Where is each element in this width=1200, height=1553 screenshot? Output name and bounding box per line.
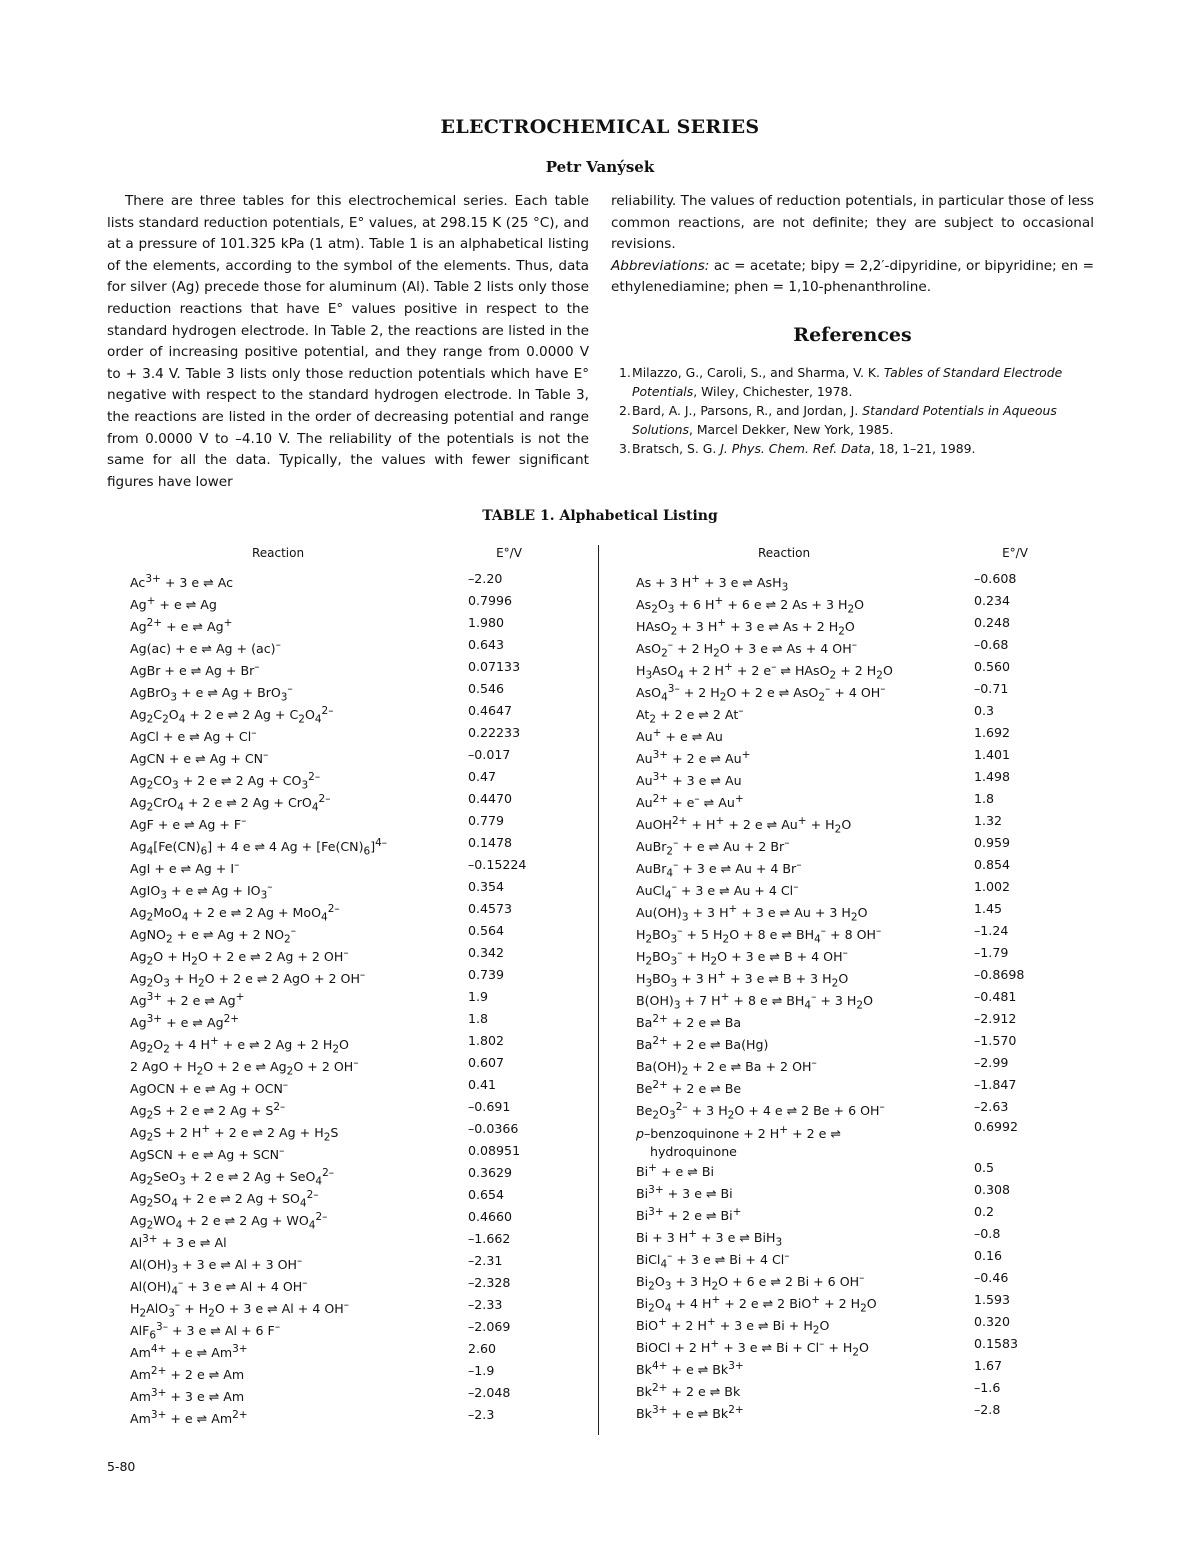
- reaction-cell: $Ag^{2+} + e$ ⇌ Ag+: [130, 617, 233, 635]
- table-row: [636, 1157, 1116, 1179]
- reaction-cell: $B(OH)_3 + 7$ H+ + 8 e ⇌ $BH_4^- + 3$ $H_2O$: [636, 991, 873, 1012]
- table-row: [636, 1267, 1116, 1293]
- potential-cell: –2.31: [468, 1253, 503, 1268]
- reaction-cell: BiOCl + 2 H+ + 3 e ⇌ $Bi + Cl^- + H_2O$: [636, 1338, 869, 1359]
- reaction-cell: AgBrO$_3$ + e ⇌ Ag + BrO$_3$–: [130, 683, 293, 704]
- reaction-cell: $Am^{2+} + 2$ e ⇌ Am: [130, 1365, 245, 1383]
- reaction-cell-continuation: hydroquinone: [650, 1144, 737, 1160]
- reaction-cell: $Au(OH)_3 + 3$ H+ + 3 e ⇌ Au + 3 $H_2O$: [636, 903, 868, 924]
- table-row: [636, 1289, 1116, 1315]
- potential-cell: –0.608: [974, 571, 1017, 586]
- potential-cell: 1.802: [468, 1033, 505, 1048]
- potential-cell: 0.560: [974, 659, 1011, 674]
- potential-cell: –2.33: [468, 1297, 503, 1312]
- reaction-cell: AgIO$_3$ + e ⇌ $Ag + IO_3^-$: [130, 881, 273, 902]
- table-row: [636, 986, 1116, 1012]
- header-reaction: Reaction: [251, 546, 305, 560]
- reaction-cell: $At_2 + 2$ e ⇌ 2 At–: [636, 705, 744, 726]
- potential-cell: –1.24: [974, 923, 1009, 938]
- table-row: [636, 854, 1116, 880]
- reaction-cell: $Al(OH)_3 + 3$ e ⇌ Al + 3 OH–: [130, 1255, 303, 1276]
- reaction-cell: $Ag_2CO_3 + 2$ e ⇌ 2 $Ag + CO_3^{2-}$: [130, 771, 321, 792]
- potential-cell: 0.854: [974, 857, 1011, 872]
- table-row: [130, 678, 610, 704]
- potential-cell: 2.60: [468, 1341, 497, 1356]
- reaction-cell: $Ag_2SeO_3 + 2$ e ⇌ 2 Ag + SeO$_4^{2-}$: [130, 1167, 334, 1188]
- reaction-cell: $H_2BO_3^- + H_2O + 3$ e ⇌ B + 4 OH–: [636, 947, 848, 968]
- header-reaction: Reaction: [757, 546, 811, 560]
- table-row: [130, 590, 610, 612]
- table-row: [636, 678, 1116, 704]
- reaction-cell: AgNO$_2$ + e ⇌ Ag + 2 $NO_2^-$: [130, 925, 296, 946]
- potential-cell: –2.3: [468, 1407, 495, 1422]
- reaction-cell: $As_2O_3 + 6$ H+ + 6 e ⇌ 2 As + 3 $H_2O$: [636, 595, 865, 616]
- table-row: [636, 568, 1116, 594]
- reference-authors: Bratsch, S. G.: [632, 441, 721, 456]
- reaction-cell: $Ag^{3+} + e$ ⇌ $Ag^{2+}$: [130, 1013, 240, 1031]
- potential-cell: 1.67: [974, 1358, 1003, 1373]
- reference-details: , Marcel Dekker, New York, 1985.: [688, 422, 894, 437]
- reaction-cell: BiO+ + 2 H+ + 3 e ⇌ $Bi + H_2O$: [636, 1316, 830, 1337]
- table-row: [130, 1030, 610, 1056]
- potential-cell: –2.8: [974, 1402, 1001, 1417]
- potential-cell: –0.017: [468, 747, 511, 762]
- reaction-cell: AuOH$^{2+}$ + H+ + 2 e ⇌ $Au^+ + H_2O$: [636, 815, 852, 836]
- author-name: Petr Vanýsek: [545, 158, 655, 176]
- table-row: [636, 1201, 1116, 1223]
- potential-cell: –1.6: [974, 1380, 1001, 1395]
- header-potential: E°/V: [496, 546, 522, 560]
- reaction-cell: AgOCN + e ⇌ Ag + OCN–: [130, 1079, 289, 1097]
- reaction-cell: AgSCN + e ⇌ Ag + SCN–: [130, 1145, 285, 1163]
- table-header: [130, 546, 610, 568]
- table-row: [636, 1030, 1116, 1052]
- potential-cell: 0.3629: [468, 1165, 513, 1180]
- reaction-cell: $Au^{3+} + 3$ e ⇌ Au: [636, 771, 742, 789]
- table-row: [130, 832, 610, 858]
- potential-cell: 1.8: [974, 791, 995, 806]
- table-row: [130, 942, 610, 968]
- reference-title: J. Phys. Chem. Ref. Data: [720, 441, 871, 456]
- potential-cell: –1.847: [974, 1077, 1017, 1092]
- reaction-cell: $Ba^{2+} + 2$ e ⇌ Ba: [636, 1013, 742, 1031]
- table-row: [130, 1184, 610, 1210]
- table-row: [130, 612, 610, 634]
- potential-cell: 0.4573: [468, 901, 513, 916]
- reference-title: Tables of Standard Electrode Potentials: [632, 365, 1063, 399]
- reaction-cell: $Bk^{3+} + e$ ⇌ $Bk^{2+}$: [636, 1404, 744, 1422]
- reaction-cell: As + 3 H+ + 3 e ⇌ AsH$_3$: [636, 573, 789, 594]
- table-row: [636, 590, 1116, 616]
- potential-cell: 0.643: [468, 637, 505, 652]
- potential-cell: 0.779: [468, 813, 505, 828]
- table-row: [636, 634, 1116, 660]
- table-title: TABLE 1. Alphabetical Listing: [482, 508, 718, 524]
- reaction-cell: $Ag_2O_3 + H_2O + 2$ e ⇌ 2 AgO + 2 OH–: [130, 969, 366, 990]
- potential-cell: 1.692: [974, 725, 1011, 740]
- references-heading: References: [793, 324, 912, 346]
- potential-cell: 0.3: [974, 703, 995, 718]
- reaction-cell: $Au^{3+} + 2$ e ⇌ Au+: [636, 749, 751, 767]
- potential-cell: –1.662: [468, 1231, 511, 1246]
- reaction-cell: $Au^{2+} + e^-$ ⇌ Au+: [636, 793, 744, 811]
- table-row: [636, 656, 1116, 682]
- reaction-cell: AuCl$_4$– + 3 e ⇌ Au + 4 Cl–: [636, 881, 799, 902]
- potential-cell: 0.2: [974, 1204, 995, 1219]
- table-row: [130, 1008, 610, 1030]
- reaction-cell: Bi+ + e ⇌ Bi: [636, 1162, 714, 1180]
- table-row: [636, 612, 1116, 638]
- reaction-cell: AsO$_2$– + 2 $H_2O + 3$ e ⇌ As + 4 OH–: [636, 639, 857, 660]
- potential-cell: 0.320: [974, 1314, 1011, 1329]
- potential-cell: 1.45: [974, 901, 1003, 916]
- potential-cell: 1.401: [974, 747, 1011, 762]
- reaction-cell: $Ag_2O_2 + 4$ H+ + e ⇌ 2 Ag + 2 $H_2O$: [130, 1035, 349, 1056]
- reaction-cell: AsO$_4^{3-}$ + 2 $H_2O + 2$ e ⇌ AsO$_2$– + 4 OH–: [636, 683, 886, 704]
- potential-cell: –2.048: [468, 1385, 511, 1400]
- reference-authors: Milazzo, G., Caroli, S., and Sharma, V. K.: [632, 365, 884, 380]
- table-row: [130, 1382, 610, 1404]
- reaction-cell: Au+ + e ⇌ Au: [636, 727, 723, 745]
- table-row: [636, 1311, 1116, 1337]
- table-row: [130, 788, 610, 814]
- reaction-cell: $Al^{3+} + 3$ e ⇌ Al: [130, 1233, 227, 1251]
- table-row: [636, 700, 1116, 726]
- potential-cell: –1.79: [974, 945, 1009, 960]
- reaction-cell: $Bi^{3+} + 3$ e ⇌ Bi: [636, 1184, 733, 1202]
- intro-continuation: reliability. The values of reduction potentials, in particular those of less common reactions, are not definite; they are subject to occasional revisions.: [611, 193, 1094, 253]
- potential-cell: 0.1583: [974, 1336, 1019, 1351]
- intro-left-column: [107, 191, 589, 493]
- table-header: [636, 546, 1116, 568]
- reaction-cell: p–benzoquinone + 2 H+ + 2 e ⇌ hydroquinone: [636, 1121, 876, 1161]
- potential-cell: –2.912: [974, 1011, 1017, 1026]
- potential-cell: –1.570: [974, 1033, 1017, 1048]
- reference-authors: Bard, A. J., Parsons, R., and Jordan, J.: [632, 403, 863, 418]
- potential-cell: –0.691: [468, 1099, 511, 1114]
- potential-cell: 0.234: [974, 593, 1011, 608]
- potential-cell: –2.069: [468, 1319, 511, 1334]
- reaction-cell: $H_3AsO_4 + 2$ H+ + 2 e– ⇌ HAsO$_2$ + 2 $H_2O$: [636, 661, 893, 682]
- table-row: [130, 1294, 610, 1320]
- reaction-cell: $Ag_2WO_4 + 2$ e ⇌ 2 $Ag + WO_4^{2-}$: [130, 1211, 328, 1232]
- reaction-cell: $Bi^{3+} + 2$ e ⇌ Bi+: [636, 1206, 742, 1224]
- reference-item: [611, 401, 1094, 439]
- table-row: [130, 1140, 610, 1162]
- reaction-cell: $Ba^{2+} + 2$ e ⇌ Ba(Hg): [636, 1035, 769, 1053]
- table-right-column: [636, 546, 1116, 1421]
- reference-number: 2.: [619, 403, 631, 418]
- table-row: [130, 656, 610, 678]
- potential-cell: –1.9: [468, 1363, 495, 1378]
- reaction-cell: BiCl$_4$– + 3 e ⇌ Bi + 4 Cl–: [636, 1250, 790, 1271]
- reaction-cell: AgCN + e ⇌ Ag + CN–: [130, 749, 269, 767]
- table-row: [636, 964, 1116, 990]
- potential-cell: 1.498: [974, 769, 1011, 784]
- table-row: [636, 744, 1116, 766]
- potential-cell: 0.308: [974, 1182, 1011, 1197]
- table-row: [130, 1074, 610, 1096]
- potential-cell: –0.46: [974, 1270, 1009, 1285]
- reaction-cell: $Ag_2CrO_4 + 2$ e ⇌ 2 Ag + CrO$_4^{2-}$: [130, 793, 331, 814]
- table-row: [636, 766, 1116, 788]
- reaction-cell: $Be^{2+} + 2$ e ⇌ Be: [636, 1079, 742, 1097]
- reaction-cell: $H_2AlO_3^- + H_2O + 3$ e ⇌ Al + 4 OH–: [130, 1299, 349, 1320]
- table-row: [130, 986, 610, 1008]
- reference-item: [611, 439, 1094, 458]
- reaction-cell: $Bk^{4+} + e$ ⇌ $Bk^{3+}$: [636, 1360, 744, 1378]
- potential-cell: 0.4470: [468, 791, 513, 806]
- potential-cell: –0.481: [974, 989, 1017, 1004]
- table-row: [636, 1333, 1116, 1359]
- potential-cell: 0.47: [468, 769, 497, 784]
- table-row: [636, 788, 1116, 810]
- reaction-cell: $Ag_2C_2O_4 + 2$ e ⇌ 2 $Ag + C_2O_4^{2-}$: [130, 705, 334, 726]
- table-row: [130, 876, 610, 902]
- table-row: [130, 700, 610, 726]
- reaction-cell: AgBr + e ⇌ Ag + Br–: [130, 661, 260, 679]
- reaction-cell: Ag+ + e ⇌ Ag: [130, 595, 217, 613]
- reference-number: 1.: [619, 365, 631, 380]
- table-row: [130, 920, 610, 946]
- potential-cell: 0.959: [974, 835, 1011, 850]
- table-row: [636, 1096, 1116, 1122]
- table-row: [636, 722, 1116, 744]
- reaction-cell: $H_2BO_3^- + 5$ $H_2O + 8$ e ⇌ $BH_4^- + 8$ OH–: [636, 925, 882, 946]
- reaction-cell: $Ag_2S + 2$ e ⇌ 2 $Ag + S^{2-}$: [130, 1101, 286, 1122]
- table-row: [130, 1360, 610, 1382]
- potential-cell: –0.68: [974, 637, 1009, 652]
- table-row: [130, 744, 610, 766]
- reference-title: Standard Potentials in Aqueous Solutions: [632, 403, 1057, 437]
- table-row: [636, 832, 1116, 858]
- reaction-cell: AgF + e ⇌ Ag + F–: [130, 815, 247, 833]
- reaction-cell: $Bk^{2+} + 2$ e ⇌ Bk: [636, 1382, 741, 1400]
- abbreviations-text: ac = acetate; bipy = 2,2′-dipyridine, or bipyridine; en = ethylenediamine; phen = 1,10-phenanthroline.: [611, 257, 1094, 296]
- table-row: [130, 1250, 610, 1276]
- table-row: [636, 876, 1116, 902]
- table-row: [130, 1404, 610, 1426]
- reaction-cell: AgCl + e ⇌ Ag + Cl–: [130, 727, 257, 745]
- table-row: [130, 964, 610, 990]
- page-number: 5-80: [107, 1459, 136, 1474]
- potential-cell: 0.07133: [468, 659, 521, 674]
- potential-cell: 0.342: [468, 945, 505, 960]
- reference-details: , 18, 1–21, 1989.: [870, 441, 976, 456]
- table-row: [636, 920, 1116, 946]
- reaction-cell: $Am^{3+} + 3$ e ⇌ Am: [130, 1387, 245, 1405]
- document-title: ELECTROCHEMICAL SERIES: [440, 116, 760, 138]
- table-row: [130, 1052, 610, 1078]
- reaction-cell: $Ag_2O + H_2O + 2$ e ⇌ 2 Ag + 2 OH–: [130, 947, 349, 968]
- potential-cell: 0.4660: [468, 1209, 513, 1224]
- references-list: [611, 363, 1094, 458]
- table-row: [636, 1008, 1116, 1030]
- potential-cell: 0.16: [974, 1248, 1003, 1263]
- reaction-cell: $Ag_4[Fe(CN)_6] + 4$ e ⇌ 4 $Ag + [Fe(CN)_6]^{4-}$: [130, 837, 388, 858]
- potential-cell: 1.32: [974, 813, 1003, 828]
- table-row: [636, 898, 1116, 924]
- potential-cell: 0.546: [468, 681, 505, 696]
- potential-cell: 0.564: [468, 923, 505, 938]
- reference-details: , Wiley, Chichester, 1978.: [693, 384, 853, 399]
- potential-cell: –0.8698: [974, 967, 1025, 982]
- reference-item: [611, 363, 1094, 401]
- table-row: [130, 568, 610, 590]
- reaction-cell: HAsO$_2$ + 3 H+ + 3 e ⇌ As + 2 $H_2O$: [636, 617, 855, 638]
- reaction-cell: Bi + 3 H+ + 3 e ⇌ BiH$_3$: [636, 1228, 783, 1249]
- table-row: [130, 1228, 610, 1250]
- potential-cell: 0.5: [974, 1160, 995, 1175]
- reaction-cell: $Be_2O_3^{2-} + 3$ $H_2O + 4$ e ⇌ 2 Be + 6 OH–: [636, 1101, 885, 1122]
- table-row: [130, 1338, 610, 1360]
- reaction-cell: $Al(OH)_4^- + 3$ e ⇌ Al + 4 OH–: [130, 1277, 308, 1298]
- reaction-cell: $Ag_2S + 2$ H+ + 2 e ⇌ 2 $Ag + H_2S$: [130, 1123, 339, 1144]
- potential-cell: 0.22233: [468, 725, 521, 740]
- reaction-cell: $Bi_2O_4 + 4$ H+ + 2 e ⇌ 2 BiO+ + 2 $H_2O$: [636, 1294, 877, 1315]
- reaction-cell: AgI + e ⇌ Ag + I–: [130, 859, 240, 877]
- potential-cell: 1.593: [974, 1292, 1011, 1307]
- potential-cell: –2.99: [974, 1055, 1009, 1070]
- table-row: [636, 1052, 1116, 1078]
- table-row: [130, 1096, 610, 1122]
- table-row: [636, 1245, 1116, 1271]
- potential-cell: 0.607: [468, 1055, 505, 1070]
- potential-cell: 0.4647: [468, 703, 513, 718]
- reaction-cell: AlF$_6^{3-}$ + 3 e ⇌ Al + 6 F–: [130, 1321, 281, 1342]
- abbreviations: [611, 256, 1094, 299]
- table-row: [130, 1316, 610, 1342]
- intro-paragraph: There are three tables for this electrochemical series. Each table lists standard reduction potentials, E° values, at 298.15 K (25 °C), and at a pressure of 101.325 kPa (1 atm). Table 1 is an alphabetical listing of the elements, according to the symbol of the elements. Thus, data for silver (Ag) precede those for aluminum (Al). Table 2 lists only those reduction reactions that have E° values positive in respect to the standard hydrogen electrode. In Table 2, the reactions are listed in the order of increasing positive potential, and they range from 0.0000 V to + 3.4 V. Table 3 lists only those reduction potentials which have E° negative with respect to the standard hydrogen electrode. In Table 3, the reactions are listed in the order of decreasing potential and range from 0.0000 V to –4.10 V. The reliability of the potentials is not the same for all the data. Typically, the values with fewer significant figures have lower: [107, 193, 589, 490]
- reaction-cell: $Ag_2SO_4 + 2$ e ⇌ 2 $Ag + SO_4^{2-}$: [130, 1189, 319, 1210]
- potential-cell: –0.15224: [468, 857, 527, 872]
- potential-cell: 0.354: [468, 879, 505, 894]
- reaction-cell: Ag(ac) + e ⇌ Ag + (ac)–: [130, 639, 281, 657]
- potential-cell: –0.71: [974, 681, 1009, 696]
- reaction-cell: $Bi_2O_3 + 3$ $H_2O + 6$ e ⇌ 2 Bi + 6 OH–: [636, 1272, 865, 1293]
- potential-cell: 1.8: [468, 1011, 489, 1026]
- reaction-cell: $Ag_2MoO_4 + 2$ e ⇌ 2 Ag + MoO$_4^{2-}$: [130, 903, 340, 924]
- potential-cell: –0.0366: [468, 1121, 519, 1136]
- reaction-cell: $H_3BO_3 + 3$ H+ + 3 e ⇌ B + 3 $H_2O$: [636, 969, 849, 990]
- table-row: [130, 1162, 610, 1188]
- table-row: [636, 1399, 1116, 1421]
- potential-cell: 0.1478: [468, 835, 513, 850]
- potential-cell: 0.41: [468, 1077, 497, 1092]
- table-row: [636, 1355, 1116, 1377]
- reaction-cell: AuBr$_2$– + e ⇌ Au + 2 Br–: [636, 837, 790, 858]
- intro-right-column: [611, 191, 1094, 299]
- potential-cell: –2.328: [468, 1275, 511, 1290]
- potential-cell: –2.63: [974, 1099, 1009, 1114]
- table-row: [636, 1377, 1116, 1399]
- potential-cell: 0.739: [468, 967, 505, 982]
- header-potential: E°/V: [1002, 546, 1028, 560]
- table-row: [130, 634, 610, 656]
- reaction-cell: $Ba(OH)_2 + 2$ e ⇌ Ba + 2 OH–: [636, 1057, 817, 1078]
- potential-cell: –0.8: [974, 1226, 1001, 1241]
- potential-cell: 1.9: [468, 989, 489, 1004]
- table-row: [636, 1223, 1116, 1249]
- reaction-cell: 2 AgO + $H_2O + 2$ e ⇌ $Ag_2O + 2$ OH–: [130, 1057, 359, 1078]
- potential-cell: 1.980: [468, 615, 505, 630]
- table-row: [130, 1118, 610, 1144]
- potential-cell: –2.20: [468, 571, 503, 586]
- reaction-cell: $Ag^{3+} + 2$ e ⇌ Ag+: [130, 991, 245, 1009]
- potential-cell: 0.7996: [468, 593, 513, 608]
- reference-number: 3.: [619, 441, 631, 456]
- table-row: [130, 722, 610, 744]
- table-row: [636, 1179, 1116, 1201]
- reaction-cell: AuBr$_4$– + 3 e ⇌ Au + 4 Br–: [636, 859, 802, 880]
- potential-cell: 0.654: [468, 1187, 505, 1202]
- reaction-cell: $Ac^{3+} + 3$ e ⇌ Ac: [130, 573, 234, 591]
- table-row: [636, 942, 1116, 968]
- table-row: [636, 1118, 1116, 1160]
- table-row: [130, 810, 610, 832]
- table-row: [636, 810, 1116, 836]
- table-left-column: [130, 546, 610, 1426]
- table-row: [636, 1074, 1116, 1096]
- potential-cell: 1.002: [974, 879, 1011, 894]
- table-row: [130, 1272, 610, 1298]
- table-row: [130, 1206, 610, 1232]
- potential-cell: 0.6992: [974, 1119, 1019, 1134]
- potential-cell: 0.08951: [468, 1143, 521, 1158]
- reaction-cell: $Am^{3+} + e$ ⇌ $Am^{2+}$: [130, 1409, 248, 1427]
- reaction-cell: $Am^{4+} + e$ ⇌ $Am^{3+}$: [130, 1343, 248, 1361]
- table-row: [130, 898, 610, 924]
- table-row: [130, 766, 610, 792]
- potential-cell: 0.248: [974, 615, 1011, 630]
- table-row: [130, 854, 610, 876]
- abbreviations-label: Abbreviations:: [611, 257, 710, 274]
